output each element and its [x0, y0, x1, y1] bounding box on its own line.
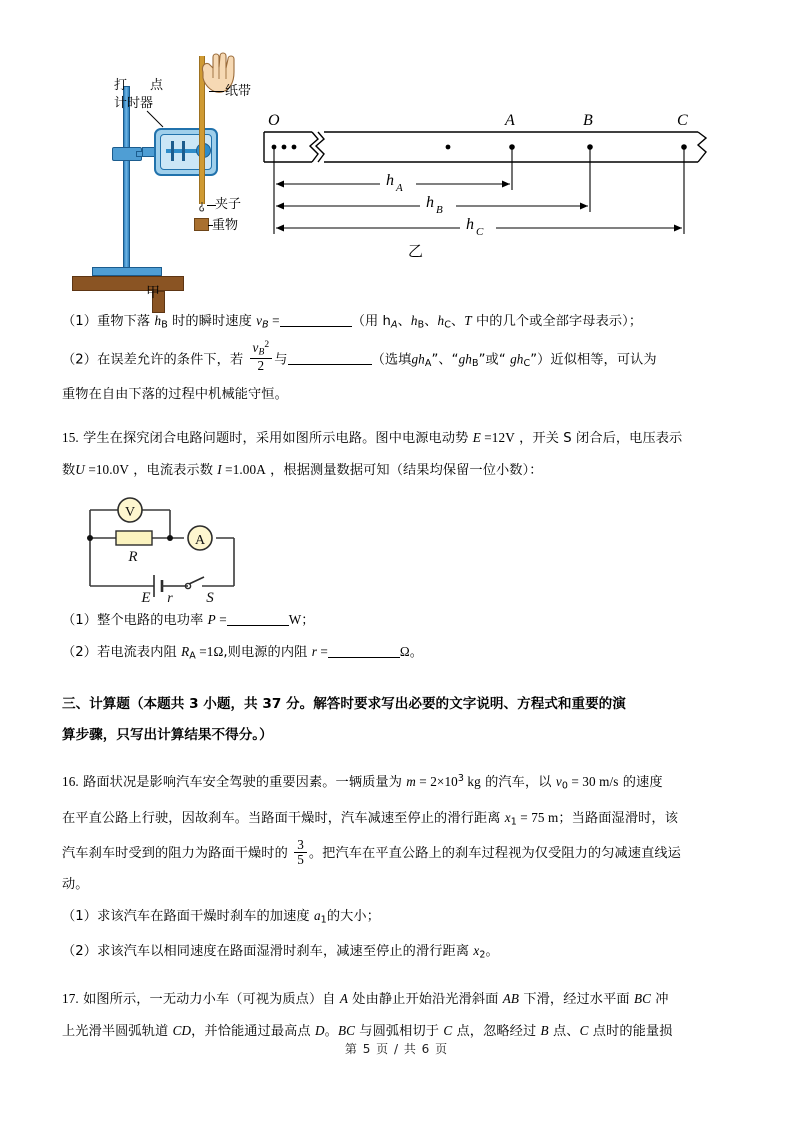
q15-E-value: =12V [480, 429, 515, 445]
q15-U-symbol: U [75, 461, 85, 477]
q17-segment-BC: BC [633, 990, 652, 1006]
svg-text:C: C [476, 226, 484, 238]
q14-choice-ghb-sub: B [471, 357, 479, 369]
q15-P-symbol: P [207, 611, 216, 627]
q16-x1-value: = 75 m [516, 809, 559, 825]
figure-caption-yi: 乙 [408, 242, 424, 260]
q14-hb-sub: B [161, 319, 168, 331]
q14-frac-v-sup: 2 [264, 339, 270, 350]
weight-block [194, 218, 209, 231]
q14-hc: h [437, 313, 445, 328]
svg-text:h: h [466, 216, 474, 233]
q15-part1-pre: （1）整个电路的电功率 [62, 612, 208, 628]
q17-segment-BC2: BC [337, 1022, 355, 1038]
q15-part1-unit: W； [288, 611, 315, 627]
label-weight: 重物 [212, 218, 239, 233]
svg-text:S: S [206, 589, 214, 604]
label-timer-da: 打 [114, 78, 128, 93]
q15-stem-line2a: 数 [62, 462, 76, 478]
q17-stem [62, 983, 734, 1047]
q15-E-symbol: E [472, 429, 481, 445]
q16-line1c: 的速度 [618, 775, 663, 791]
q17-line2c: 。 [324, 1023, 338, 1039]
q14-part1: （1）重物下落 $h_B$ 时的瞬时速度 $v_B$ = （用 $h_A$、$h_B$、$h_C$、T 中的几个或全部字母表示）； [62, 313, 643, 331]
q15-I-symbol: I [217, 461, 222, 477]
q15-part1-eq: = [215, 611, 227, 627]
q17-line2f: 点、 [548, 1023, 580, 1039]
q16-v0-value: = 30 m/s [567, 774, 619, 790]
q16-fraction-three-fifths [294, 838, 307, 867]
q16-part2-a: （2）求该汽车以相同速度在路面湿滑时刹车，减速至停止的滑行距离 [62, 944, 474, 960]
q16-a1-sub: 1 [320, 914, 327, 926]
q14-frac-denominator: 2 [257, 358, 265, 374]
q17-line1a: 如图所示，一无动力小车（可视为质点）自 [78, 991, 340, 1007]
q14-frac-v: v [252, 339, 259, 355]
q14-part1-eq: = [268, 313, 280, 328]
svg-text:h: h [426, 194, 434, 211]
label-timer-jishiqi: 计时器 [114, 96, 154, 111]
q16-x2-sub: 2 [479, 949, 486, 961]
q14-ha-sub: A [391, 319, 398, 331]
q17-point-A: A [339, 990, 348, 1006]
q14-hb-symbol: h [154, 313, 162, 328]
svg-text:A: A [505, 112, 515, 129]
q16-x1-sub: 1 [510, 816, 517, 828]
q14-part1-post: （用 h [351, 314, 392, 329]
q14-frac-numerator [250, 341, 273, 360]
clip-icon [198, 202, 206, 214]
q16-m-value: = 2×10 [415, 774, 458, 790]
q14-part1-text: （1）重物下落 [62, 314, 155, 329]
q14-part1-mid: 时的瞬时速度 [167, 314, 257, 329]
svg-text:A: A [396, 182, 403, 194]
q16-part1-b: 的大小； [326, 908, 380, 924]
q15-part2-answer-blank[interactable] [328, 657, 400, 658]
stand-foot [92, 267, 162, 276]
q15-part2-pre: （2）若电流表内阻 [62, 644, 182, 660]
q15-stem [62, 422, 734, 486]
q16-number: 16. [62, 774, 79, 790]
q15-stem-line2b: ，电流表示数 [128, 462, 218, 478]
q16-m-unit: kg [464, 774, 481, 790]
q16-v0-symbol: v [555, 774, 562, 790]
q14-part2-mid: 与 [274, 352, 288, 368]
q17-line2d: 与圆弧相切于 [355, 1023, 444, 1039]
q15-RA-sub: A [189, 650, 196, 662]
svg-text:E: E [141, 589, 151, 604]
q16-v0-sub: 0 [561, 780, 568, 792]
figure-caption-jia: 甲 [146, 285, 160, 301]
q16-part1-a: （1）求该汽车在路面干燥时刹车的加速度 [62, 908, 314, 924]
circuit-diagram [76, 492, 291, 604]
q16-x1-symbol: x [504, 809, 511, 825]
q15-part2-mid: ,则电源的内阻 [223, 644, 312, 660]
q14-vb-symbol: v [256, 313, 263, 328]
label-paper-tape: 纸带 [225, 84, 252, 99]
q14-choice-gha: gh [411, 351, 425, 367]
q15-part2 [62, 636, 734, 672]
q16-frac-numerator: 3 [294, 838, 307, 853]
svg-text:r: r [167, 590, 173, 604]
q17-arc-CD: CD [172, 1022, 192, 1038]
q14-part2-line2: 重物在自由下落的过程中机械能守恒。 [62, 386, 288, 402]
q17-line2e: 点，忽略经过 [452, 1023, 541, 1039]
tape-measurement-diagram [260, 112, 720, 252]
q16-stem [62, 763, 734, 868]
q17-point-B: B [540, 1022, 549, 1038]
stand-rod [123, 86, 130, 271]
q15-U-value: =10.0V [84, 461, 129, 477]
q17-point-C: C [443, 1022, 453, 1038]
q17-line1b: 处由静止开始沿光滑斜面 [348, 991, 503, 1007]
q15-number: 15. [62, 429, 79, 445]
label-timer-dian: 点 [150, 78, 164, 93]
table-top [72, 276, 184, 291]
timer-bar-right [182, 141, 185, 161]
q16-x2-symbol: x [473, 943, 480, 959]
figure-tape-yi [260, 112, 720, 277]
q16-line2b: ；当路面湿滑时，该 [558, 810, 678, 826]
section-3-title-line1: 三、计算题（本题共 3 小题，共 37 分。解答时要求写出必要的文字说明、方程式和重要的演 [62, 696, 626, 713]
q14-vb-squared-over-2 [250, 341, 273, 373]
q15-stem-line1a: 学生在探究闭合电路问题时，采用如图所示电路。图中电源电动势 [78, 430, 473, 446]
q16-part2 [62, 935, 734, 971]
svg-text:C: C [677, 112, 688, 129]
q16-line3b: 。把汽车在平直公路上的刹车过程视为仅受阻力的匀减速直线运 [308, 845, 681, 861]
q15-RA-symbol: R [181, 643, 190, 659]
q16-a1-symbol: a [313, 907, 321, 923]
q17-line1d: 冲 [651, 991, 669, 1007]
svg-text:B: B [583, 112, 593, 129]
q14-vb-sub: B [262, 319, 269, 331]
q15-part2-unit: Ω。 [399, 643, 424, 659]
q14-hb2-sub: B [417, 319, 425, 331]
q14-choice-ghb: gh [458, 351, 472, 367]
svg-text:A: A [194, 532, 206, 548]
q14-part2-post: ）近似相等，可认为 [537, 352, 657, 368]
q15-part1-answer-blank[interactable] [227, 625, 289, 626]
q14-T: T [464, 313, 472, 328]
tape-leader-line [209, 91, 224, 92]
spacer-4 [62, 971, 734, 983]
q17-point-C2: C [579, 1022, 589, 1038]
q14-part1-answer-blank[interactable] [280, 326, 352, 327]
q17-point-D: D [315, 1022, 325, 1038]
q16-frac-denominator: 5 [297, 851, 304, 867]
svg-text:h: h [386, 172, 394, 189]
svg-text:R: R [128, 548, 138, 565]
q14-choice-ghc: gh [510, 351, 524, 367]
q15-part1 [62, 604, 734, 636]
q14-hb2: h [410, 313, 418, 328]
label-clip: 夹子 [215, 197, 242, 212]
page-footer: 第 5 页 / 共 6 页 [344, 1042, 449, 1056]
q15-RA-value: =1Ω [195, 643, 224, 659]
q16-line2a: 在平直公路上行驶，因故刹车。当路面干燥时，汽车减速至停止的滑行距离 [62, 810, 505, 826]
q14-choice-ghc-sub: C [523, 357, 531, 369]
svg-text:B: B [436, 204, 443, 216]
q14-part2-pre: （2）在误差允许的条件下，若 [62, 352, 244, 368]
figures-row [62, 30, 734, 305]
q15-r-symbol: r [311, 643, 317, 659]
q17-line2g: 点时的能量损 [588, 1023, 673, 1039]
q14-hc-sub: C [444, 319, 451, 331]
q16-line3a: 汽车刹车时受到的阻力为路面干燥时的 [62, 845, 288, 861]
svg-text:V: V [124, 504, 136, 520]
q16-line1b: 的汽车，以 [480, 775, 556, 791]
q16-line1a: 路面状况是影响汽车安全驾驶的重要因素。一辆质量为 [78, 775, 407, 791]
spacer-3 [62, 751, 734, 763]
page-content [62, 30, 734, 1047]
timer-leader-line [146, 110, 164, 128]
q17-segment-AB: AB [502, 990, 520, 1006]
q14-part2-choices-pre: （选填 [371, 352, 412, 368]
q16-m-symbol: m [406, 774, 416, 790]
svg-text:O: O [268, 112, 280, 129]
timer-bar-left [171, 141, 174, 161]
spacer-1 [62, 410, 734, 422]
section-3-title-line2: 算步骤，只写出计算结果不得分。） [62, 727, 273, 744]
q15-stem-line2c: ，根据测量数据可知（结果均保留一位小数）： [265, 462, 543, 478]
q17-line1c: 下滑，经过水平面 [519, 991, 634, 1007]
q16-line4: 动。 [62, 876, 89, 892]
q14-frac-v-sub: B [258, 347, 265, 358]
q15-part2-eq: = [316, 643, 328, 659]
q14-part2: （2）在误差允许的条件下，若 $\frac{v_B^2}{2}$ 与 （选填$gh_A$”、“$gh_B$”或“ $gh_C$”）近似相等，可认为 [62, 339, 657, 374]
q16-part1 [62, 900, 734, 936]
q14-part2-answer-blank[interactable] [288, 364, 372, 365]
q16-m-exponent: 3 [457, 773, 465, 785]
q17-number: 17. [62, 990, 79, 1006]
q17-line2a: 上光滑半圆弧轨道 [62, 1023, 173, 1039]
q16-part2-b: 。 [485, 944, 499, 960]
q17-line2b: ，并恰能通过最高点 [191, 1023, 316, 1039]
q15-stem-line1b: ，开关 S 闭合后，电压表示 [514, 430, 683, 446]
figure-circuit [76, 492, 291, 604]
spacer-2 [62, 671, 734, 689]
q14-part1-tail: 中的几个或全部字母表示）； [471, 314, 643, 329]
q15-I-value: =1.00A [221, 461, 266, 477]
q14-choice-gha-sub: A [424, 357, 432, 369]
